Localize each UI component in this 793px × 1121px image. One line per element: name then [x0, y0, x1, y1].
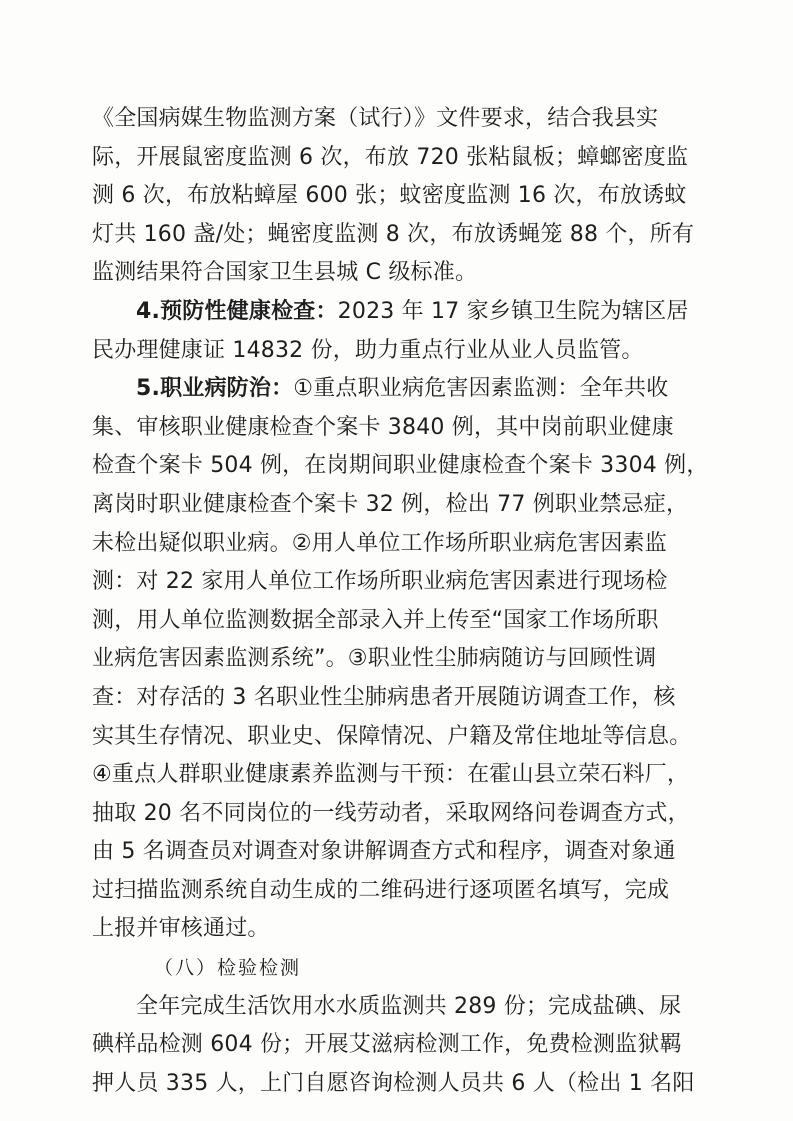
- text-line: 测 6 次，布放粘蟑屋 600 张；蚊密度监测 16 次，布放诱蚊: [92, 183, 687, 209]
- text-line: 碘样品检测 604 份；开展艾滋病检测工作，免费检测监狱羁: [92, 1032, 682, 1058]
- text-line: 由 5 名调查员对调查对象讲解调查方式和程序，调查对象通: [92, 839, 676, 865]
- text-line: 《全国病媒生物监测方案（试行）》文件要求，结合我县实: [92, 106, 659, 131]
- text-line: ④重点人群职业健康素养监测与干预：在霍山县立荣石料厂，: [92, 762, 690, 788]
- section-heading: （八）检验检测: [154, 957, 302, 980]
- text-line: [92, 370, 712, 409]
- paragraph-occupational-disease: [92, 370, 712, 949]
- text-line: 查：对存活的 3 名职业性尘肺病患者开展随访调查工作，核: [92, 684, 676, 710]
- subheading-health-check: 4.预防性健康检查：: [136, 298, 338, 324]
- text-line: 际，开展鼠密度监测 6 次，布放 720 张粘鼠板；蟑螂密度监: [92, 144, 689, 170]
- text-line: 业病危害因素监测系统”。③职业性尘肺病随访与回顾性调: [92, 646, 657, 672]
- text-line: 监测结果符合国家卫生县城 C 级标准。: [92, 260, 478, 286]
- text-line: 实其生存情况、职业史、保障情况、户籍及常住地址等信息。: [92, 723, 692, 749]
- text-line: [92, 293, 712, 332]
- text-line: 测，用人单位监测数据全部录入并上传至“国家工作场所职: [92, 607, 659, 633]
- text-line: 上报并审核通过。: [92, 916, 270, 942]
- subheading-occupational-disease: 5.职业病防治：: [136, 376, 294, 402]
- text-line: 押人员 335 人，上门自愿咨询检测人员共 6 人（检出 1 名阳: [92, 1070, 695, 1096]
- text-line: 集、审核职业健康检查个案卡 3840 例，其中岗前职业健康: [92, 414, 674, 440]
- body-text: [92, 100, 712, 1103]
- text-line: 未检出疑似职业病。②用人单位工作场所职业病危害因素监: [92, 530, 667, 556]
- text-span: 2023 年 17 家乡镇卫生院为辖区居: [337, 298, 689, 324]
- text-line: 全年完成生活饮用水水质监测共 289 份；完成盐碘、尿: [136, 993, 682, 1019]
- text-span: ①重点职业病危害因素监测：全年共收: [293, 376, 669, 402]
- text-line: 抽取 20 名不同岗位的一线劳动者，采取网络问卷调查方式，: [92, 800, 690, 826]
- paragraph-health-check: [92, 293, 712, 370]
- text-line: 民办理健康证 14832 份，助力重点行业从业人员监管。: [92, 337, 644, 363]
- text-line: 离岗时职业健康检查个案卡 32 例，检出 77 例职业禁忌症，: [92, 491, 689, 517]
- paragraph-lab-testing: [92, 988, 712, 1104]
- text-line: 测：对 22 家用人单位工作场所职业病危害因素进行现场检: [92, 569, 668, 595]
- text-line: 过扫描监测系统自动生成的二维码进行逐项匿名填写，完成: [92, 877, 670, 903]
- text-line: 检查个案卡 504 例，在岗期间职业健康检查个案卡 3304 例，: [92, 453, 709, 479]
- paragraph-vector-monitoring: [92, 100, 712, 293]
- text-line: 灯共 160 盏/处；蝇密度监测 8 次，布放诱蝇笼 88 个，所有: [92, 221, 695, 247]
